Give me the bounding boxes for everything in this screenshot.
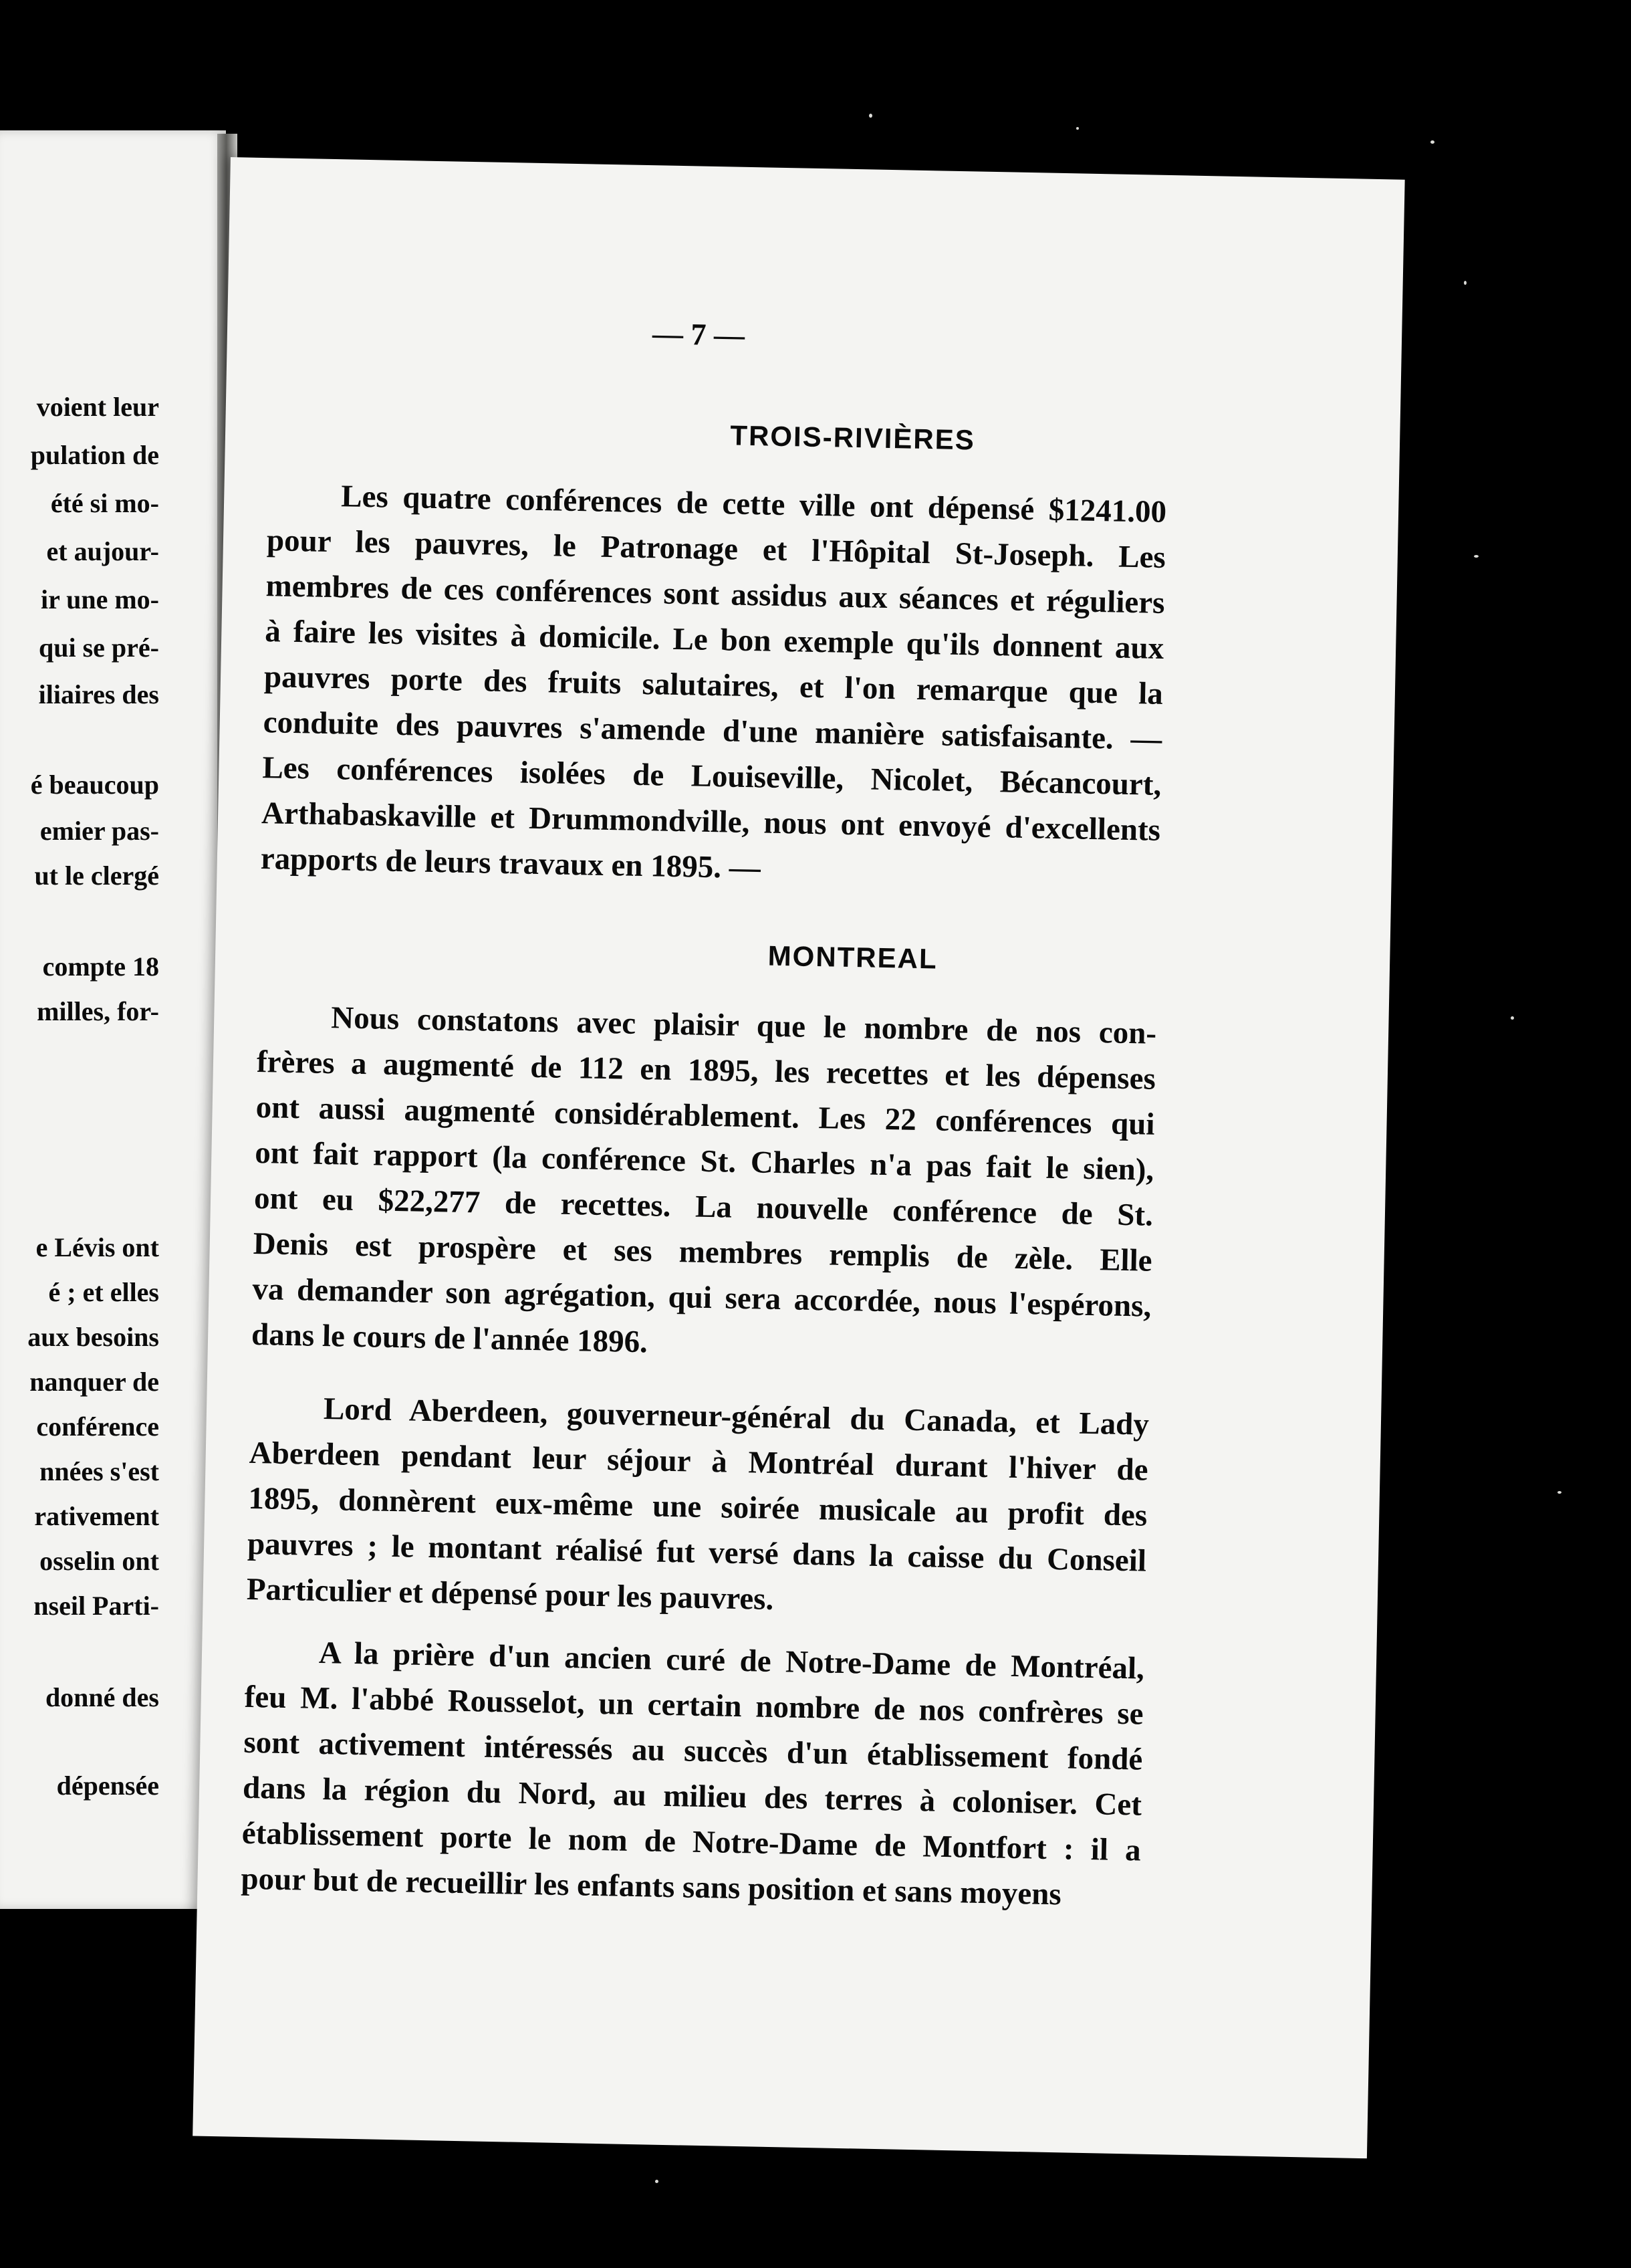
right-page: [193, 157, 1405, 2158]
paragraph-montreal-2: [246, 1385, 1149, 1629]
text-line: pour les pauvres, le Patronage et l'Hôpital St-Joseph. Les: [266, 523, 1166, 575]
left-page-line: nnées s'est: [39, 1456, 159, 1486]
text-line: Particulier et dépensé pour les pauvres.: [246, 1571, 774, 1617]
paragraph-montreal-1: [251, 994, 1157, 1375]
left-page-line: conférence: [36, 1411, 159, 1442]
left-page-line: voient leur: [36, 392, 159, 422]
left-page-line: rativement: [34, 1501, 159, 1531]
left-page-fragment: [0, 130, 226, 1909]
left-page-line: dépensée: [56, 1771, 159, 1801]
text-line: ont eu $22,277 de recettes. La nouvelle conférence de St.: [253, 1180, 1154, 1233]
left-page-line: nseil Parti-: [33, 1591, 159, 1621]
left-page-line: et aujour-: [46, 536, 159, 566]
left-page-line: iliaires des: [38, 679, 159, 709]
text-line: rapports de leurs travaux en 1895. —: [260, 841, 761, 886]
paragraph-montreal-3: [241, 1629, 1145, 1919]
text-line: ont aussi augmenté considérablement. Les 22 conférences qui: [255, 1089, 1155, 1142]
text-line: Denis est prospère et ses membres remplis de zèle. Elle: [253, 1226, 1153, 1278]
text-line: membres de ces conférences sont assidus aux séances et réguliers: [265, 568, 1165, 620]
scan-speck: [1464, 281, 1467, 285]
left-page-line: pulation de: [30, 440, 159, 470]
left-page-line: e Lévis ont: [35, 1232, 159, 1262]
left-page-line: é beaucoup: [30, 770, 159, 800]
left-page-line: été si mo-: [50, 488, 159, 518]
text-line: Les quatre conférences de cette ville ont dépensé $1241.00: [340, 479, 1167, 530]
left-page-line: milles, for-: [37, 996, 159, 1026]
text-line: A la prière d'un ancien curé de Notre-Dame de Montréal,: [318, 1635, 1145, 1686]
text-line: à faire les visites à domicile. Le bon exemple qu'ils donnent aux: [264, 614, 1164, 666]
text-line: sont activement intéressés au succès d'un établissement fondé: [243, 1724, 1143, 1777]
text-line: ont fait rapport (la conférence St. Charles n'a pas fait le sien),: [254, 1135, 1154, 1187]
text-line: établissement porte le nom de Notre-Dame de Montfort : il a: [241, 1815, 1142, 1868]
left-page-line: emier pas-: [39, 816, 159, 846]
section-heading-trois-rivieres: TROIS-RIVIÈRES: [729, 419, 976, 456]
text-line: pour but de recueillir les enfants sans position et sans moyens: [241, 1861, 1062, 1912]
text-line: Aberdeen pendant leur séjour à Montréal durant l'hiver de: [249, 1435, 1149, 1488]
text-line: 1895, donnèrent eux-même une soirée musicale au profit des: [247, 1480, 1148, 1533]
text-line: Les conférences isolées de Louiseville, Nicolet, Bécancourt,: [261, 750, 1162, 802]
left-page-line: osselin ont: [39, 1546, 159, 1576]
text-line: dans la région du Nord, au milieu des terres à coloniser. Cet: [242, 1770, 1142, 1823]
text-line: frères a augmenté de 112 en 1895, les recettes et les dépenses: [256, 1044, 1156, 1097]
section-heading-montreal: MONTREAL: [767, 939, 938, 975]
text-line: pauvres porte des fruits salutaires, et l'on remarque que la: [263, 659, 1164, 711]
left-page-line: qui se pré-: [39, 633, 159, 663]
page-number: — 7 —: [652, 316, 745, 352]
left-page-line: ut le clergé: [34, 861, 159, 891]
text-line: conduite des pauvres s'amende d'une manière satisfaisante. —: [263, 705, 1163, 757]
scan-speck: [1511, 1016, 1514, 1020]
paragraph-trois-rivieres: [260, 472, 1167, 899]
text-line: Lord Aberdeen, gouverneur-général du Canada, et Lady: [323, 1391, 1150, 1442]
scan-speck: [1430, 140, 1434, 144]
left-page-line: aux besoins: [27, 1322, 159, 1352]
scan-speck: [1557, 1491, 1561, 1494]
text-line: Arthabaskaville et Drummondville, nous ont envoyé d'excellents: [261, 796, 1161, 848]
scan-speck: [655, 2180, 658, 2183]
text-line: va demander son agrégation, qui sera accordée, nous l'espérons,: [252, 1271, 1152, 1324]
text-line: feu M. l'abbé Rousselot, un certain nombre de nos confrères se: [244, 1679, 1144, 1732]
left-page-line: nanquer de: [29, 1367, 159, 1397]
scan-speck: [869, 114, 872, 118]
left-page-line: ir une mo-: [40, 584, 159, 614]
left-page-line: compte 18: [42, 951, 159, 982]
scan-speck: [1474, 555, 1479, 558]
scan-speck: [1076, 127, 1079, 130]
text-line: pauvres ; le montant réalisé fut versé dans la caisse du Conseil: [247, 1526, 1147, 1579]
text-line: dans le cours de l'année 1896.: [251, 1317, 648, 1360]
left-page-line: donné des: [45, 1682, 159, 1712]
left-page-line: é ; et elles: [48, 1277, 159, 1307]
text-line: Nous constatons avec plaisir que le nombre de nos con-: [330, 1000, 1157, 1051]
